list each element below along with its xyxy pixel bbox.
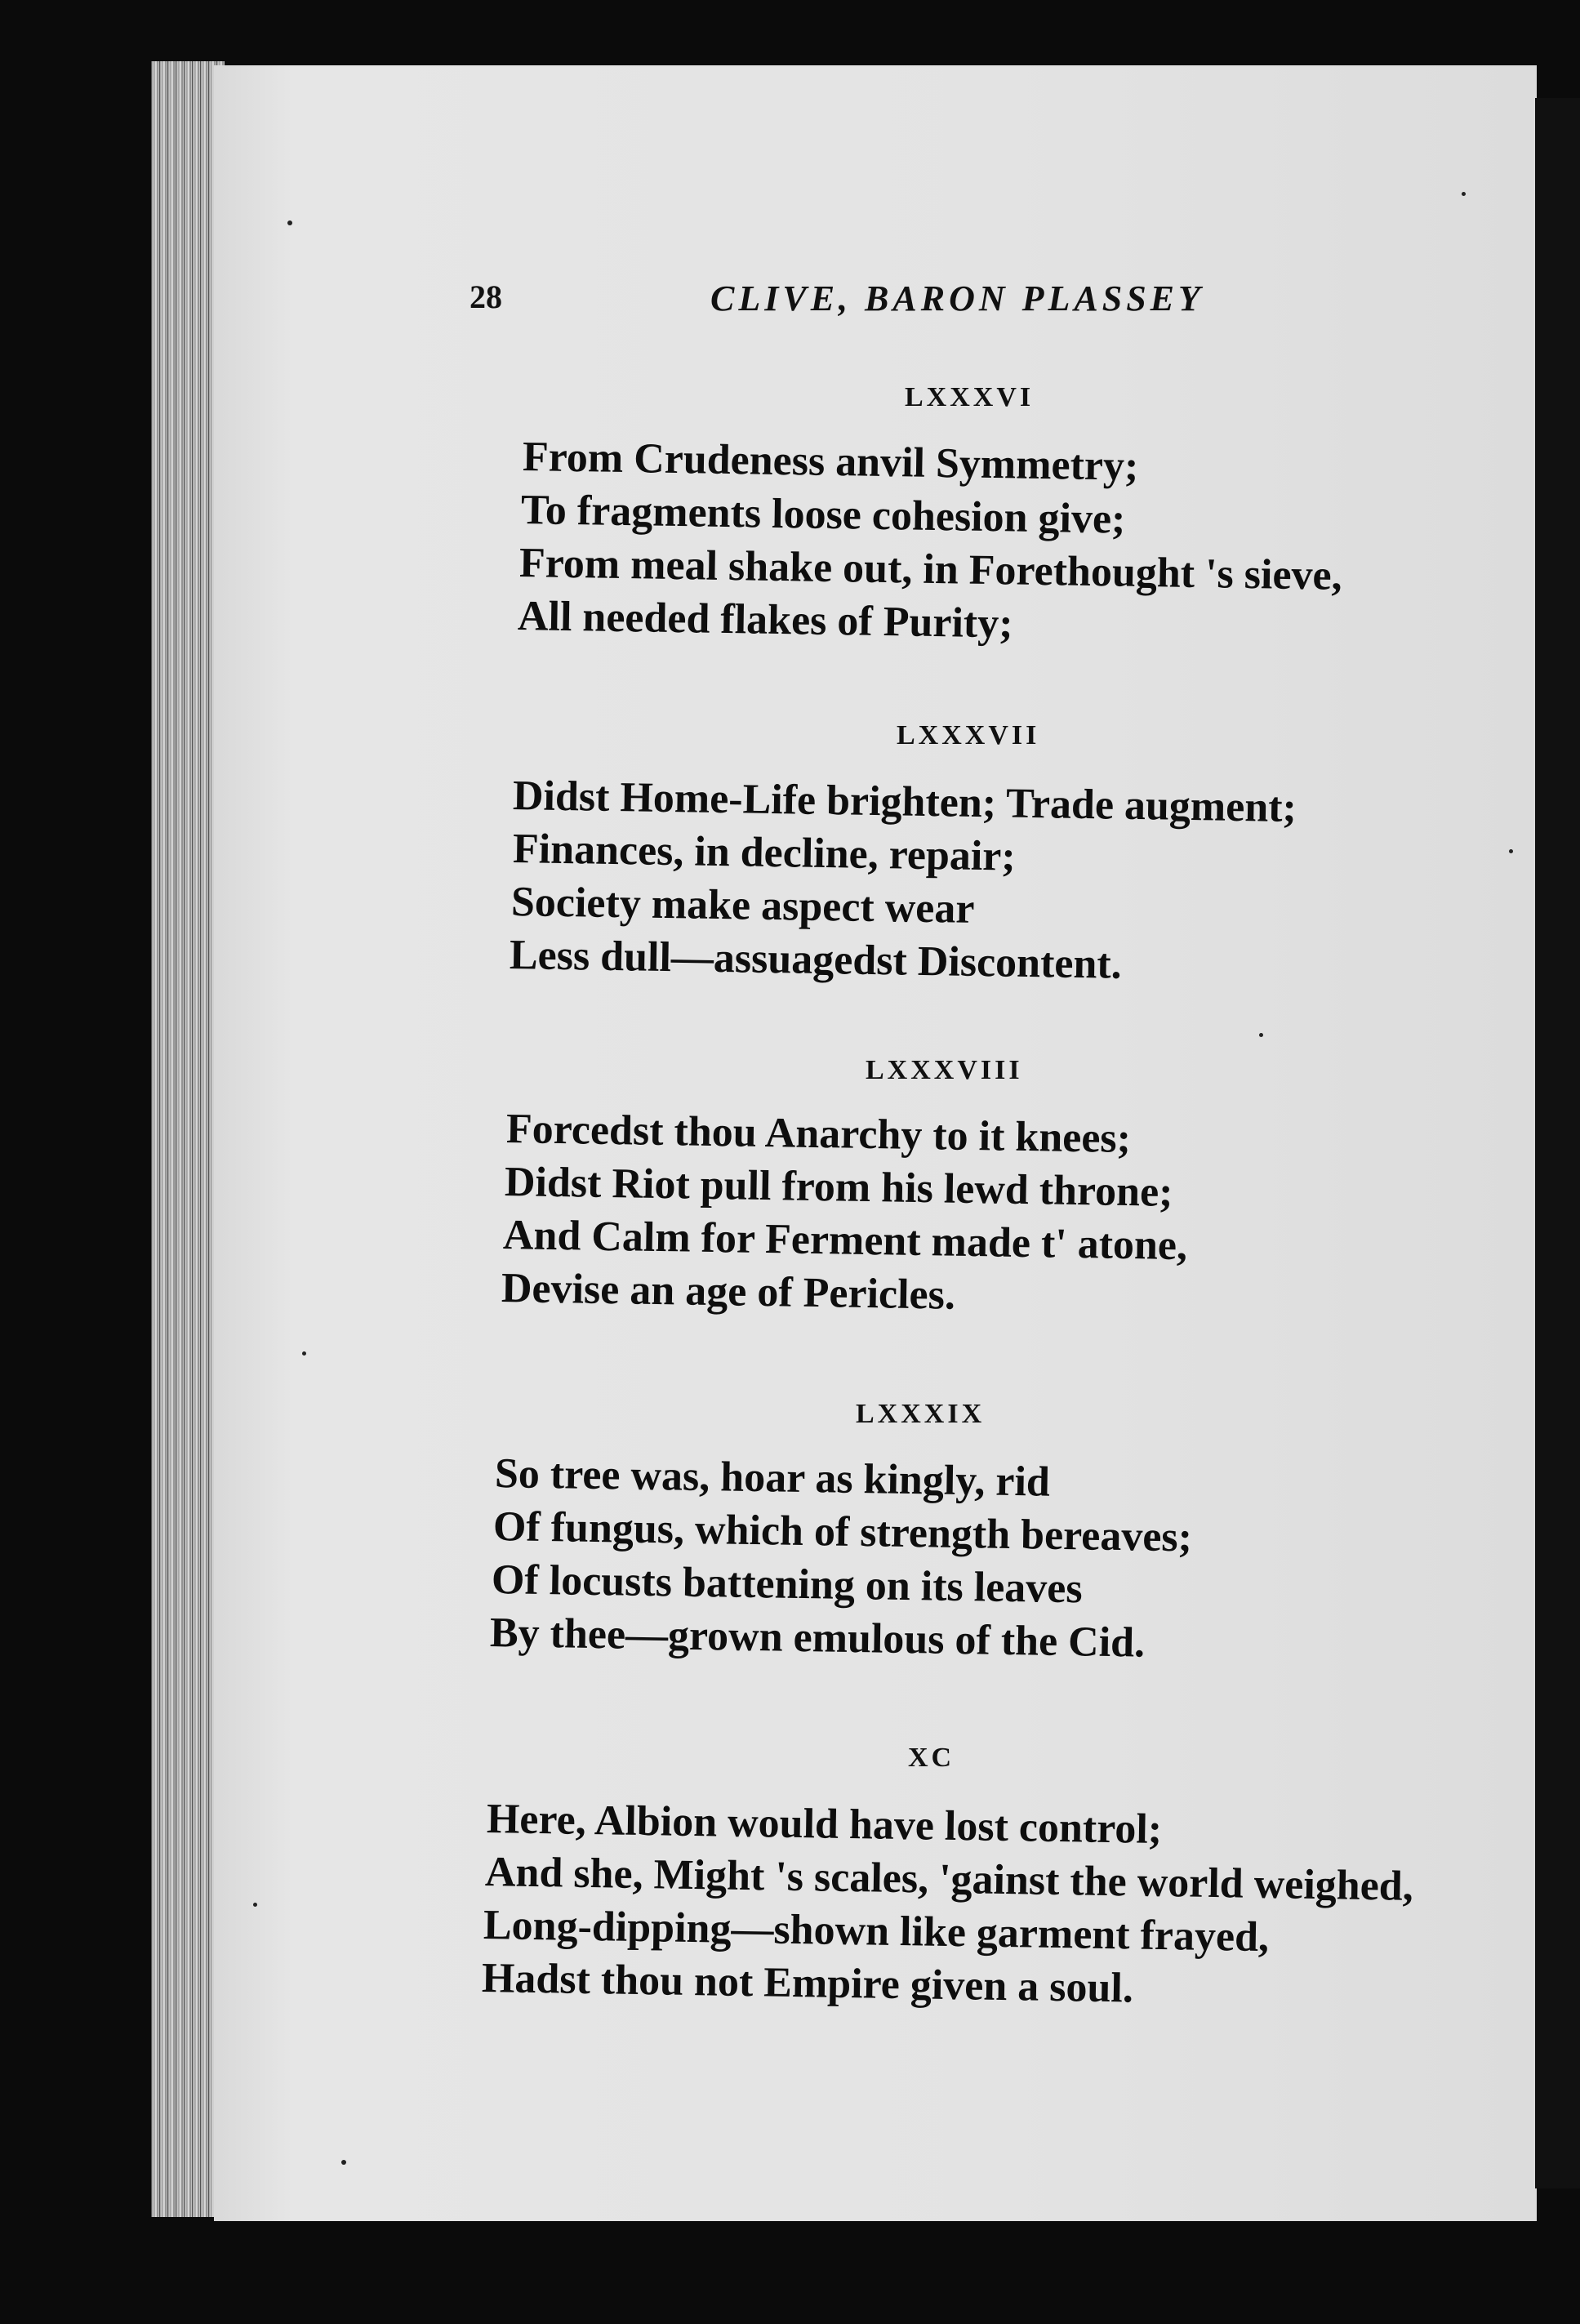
verse-line: By thee—grown emulous of the Cid. [489,1609,1146,1667]
verse-line: Of fungus, which of strength bereaves; [492,1503,1193,1561]
stanza-numeral: LXXXIX [856,1399,986,1429]
page-number: 28 [470,278,502,315]
verse-line: Hadst thou not Empire given a soul. [481,1955,1134,2012]
stanza-numeral: XC [908,1743,955,1773]
scan-speck [1509,849,1513,853]
verse-line: Finances, in decline, repair; [512,826,1017,880]
verse-line: Forcedst thou Anarchy to it knees; [505,1106,1132,1163]
verse-line: Less dull—assuagedst Discontent. [509,932,1123,988]
verse-line: From meal shake out, in Forethought 's sieve, [519,540,1343,599]
running-head: CLIVE, BARON PLASSEY [710,278,1204,318]
scan-speck [302,1351,306,1356]
verse-line: Society make aspect wear [510,879,975,933]
verse-line: To fragments loose cohesion give; [520,487,1126,543]
verse-line: Here, Albion would have lost control; [486,1796,1163,1853]
verse-line: Didst Home-Life brighten; Trade augment; [512,772,1297,832]
stanza-numeral: LXXXVII [897,720,1040,750]
stanza-numeral: LXXXVIII [866,1055,1023,1085]
scan-speck [1462,192,1466,196]
verse-line: From Crudeness anvil Symmetry; [522,434,1139,490]
verse-line: And Calm for Ferment made t' atone, [502,1212,1188,1270]
verse-line: Devise an age of Pericles. [501,1265,956,1319]
verse-line: And she, Might 's scales, 'gainst the world weighed, [484,1849,1414,1910]
verse-line: Didst Riot pull from his lewd throne; [504,1159,1173,1216]
stanza-numeral: LXXXVI [905,382,1035,412]
verse-line: Of locusts battening on its leaves [491,1556,1084,1613]
verse-line: Long-dipping—shown like garment frayed, [483,1902,1270,1961]
scan-speck [253,1903,257,1907]
verse-line: All needed flakes of Purity; [517,593,1013,648]
scan-speck [341,2160,346,2165]
verse-line: So tree was, hoar as kingly, rid [494,1450,1051,1506]
scan-speck [287,220,292,225]
scan-speck [1259,1033,1263,1037]
right-page-edge [1535,98,1580,2188]
